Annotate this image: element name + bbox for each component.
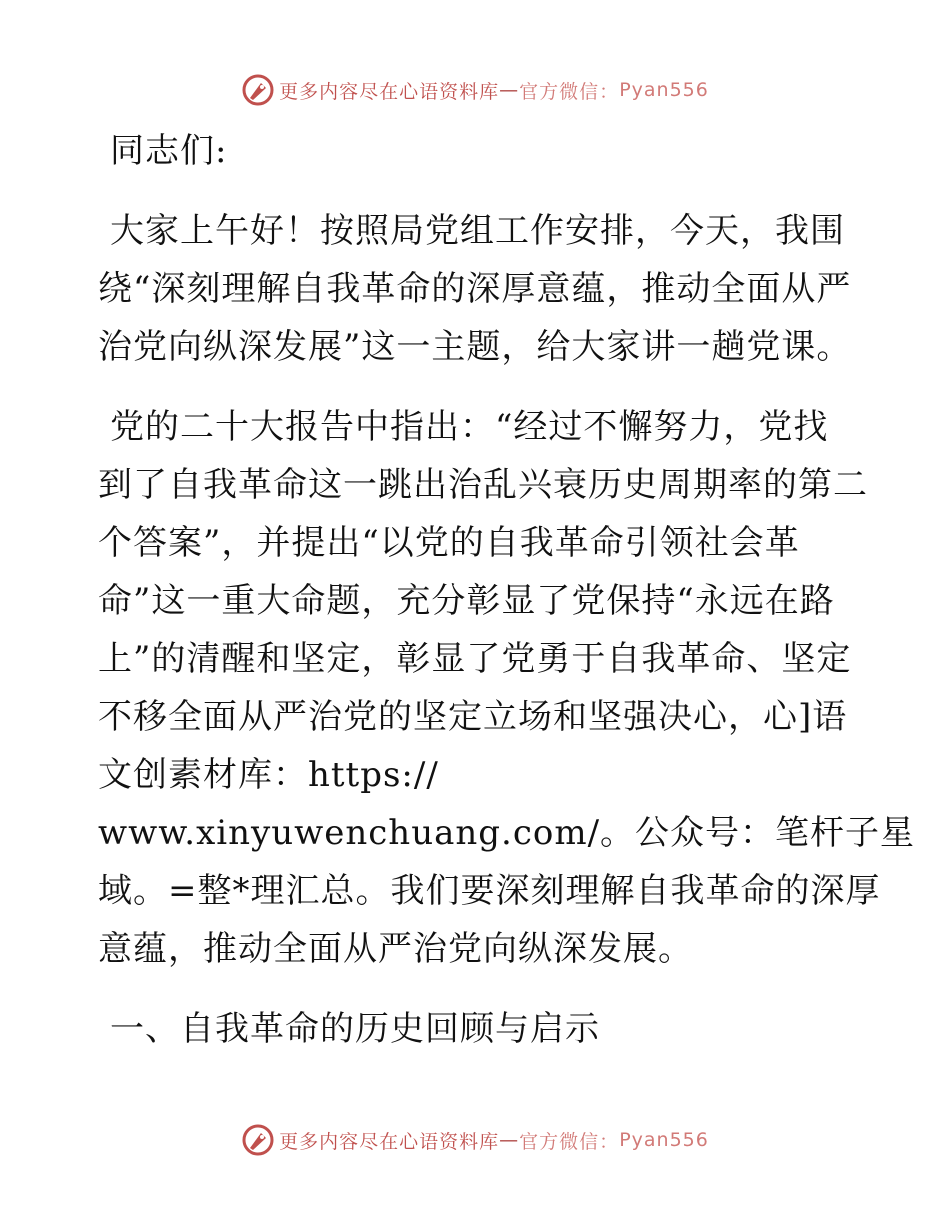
paragraph-line: 到了自我革命这一跳出治乱兴衰历史周期率的第二 <box>98 465 868 505</box>
paragraph-line: 意蕴，推动全面从严治党向纵深发展。 <box>98 929 693 969</box>
paragraph-1 <box>98 202 858 376</box>
paragraph-line: 命”这一重大命题，充分彰显了党保持“永远在路 <box>98 581 835 621</box>
banner-separator: — <box>499 79 520 101</box>
banner-wechat-label: 官方微信： <box>519 1130 620 1153</box>
pen-nib-logo-icon <box>241 1123 275 1157</box>
paragraph-line: 大家上午好！按照局党组工作安排，今天，我围 <box>110 211 845 251</box>
paragraph-line: 上”的清醒和坚定，彰显了党勇于自我革命、坚定 <box>98 639 852 679</box>
greeting: 同志们: <box>110 131 228 171</box>
banner-separator: — <box>499 1129 520 1151</box>
paragraph-line: 不移全面从严治党的坚定立场和坚强决心，心]语 <box>98 697 848 737</box>
paragraph-line: 个答案”，并提出“以党的自我革命引领社会革 <box>98 523 800 563</box>
document-body <box>98 122 916 1058</box>
footer-watermark-banner <box>0 1122 950 1158</box>
paragraph-line: 党的二十大报告中指出：“经过不懈努力，党找 <box>110 407 829 447</box>
paragraph-2 <box>98 398 916 978</box>
banner-main-text: 更多内容尽在心语资料库 <box>279 1130 500 1153</box>
pen-nib-logo-icon <box>241 73 275 107</box>
paragraph-line: 文创素材库：https:// <box>98 755 439 795</box>
banner-wechat-label: 官方微信： <box>519 80 620 103</box>
banner-main-text: 更多内容尽在心语资料库 <box>279 80 500 103</box>
banner-wechat-id: Pyan556 <box>619 79 709 101</box>
paragraph-line: 域。=整*理汇总。我们要深刻理解自我革命的深厚 <box>98 871 881 911</box>
section-heading-1: 一、自我革命的历史回顾与启示 <box>110 1009 600 1049</box>
paragraph-line: 治党向纵深发展”这一主题，给大家讲一趟党课。 <box>98 327 852 367</box>
banner-wechat-id: Pyan556 <box>619 1129 709 1151</box>
header-watermark-banner <box>0 72 950 108</box>
paragraph-line: www.xinyuwenchuang.com/。公众号：笔杆子星 <box>98 813 916 853</box>
paragraph-line: 绕“深刻理解自我革命的深厚意蕴，推动全面从严 <box>98 269 852 309</box>
